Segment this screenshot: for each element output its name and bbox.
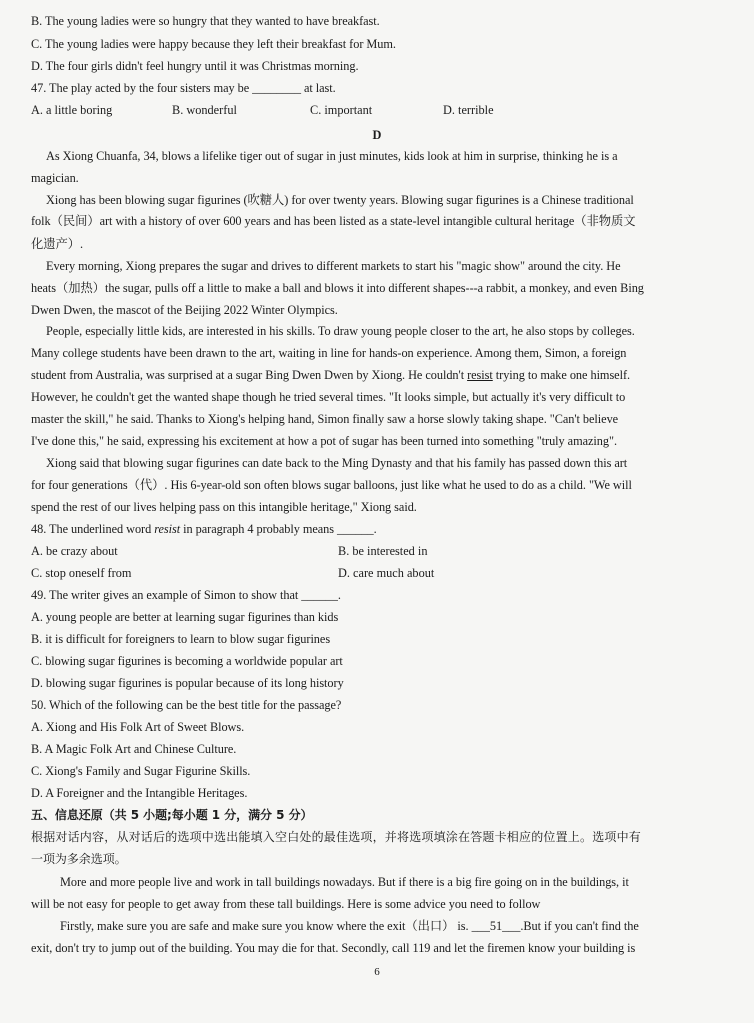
q46-option-c: C. The young ladies were happy because they left their breakfast for Mum. [31, 37, 396, 51]
passage-p4-line4: However, he couldn't get the wanted shape though he tried several times. "It looks simple, but actually it's very difficult to [31, 390, 626, 404]
q49-stem: 49. The writer gives an example of Simon to show that ______. [31, 588, 341, 602]
passage-p4-line6: I've done this," he said, expressing his excitement at how a pot of sugar has been turned into something "truly amazing". [31, 434, 617, 448]
page-number: 6 [374, 966, 380, 978]
section5-p2-line2: exit, don't try to jump out of the building. You may die for that. Secondly, call 119 and let the firemen know your building is [31, 941, 636, 955]
section5-p1-line2: will be not easy for people to get away from these tall buildings. Here is some advice you need to follow [31, 897, 541, 911]
passage-p5-line2: for four generations（代）. His 6-year-old son often blows sugar balloons, just like what he used to do as a child. "We will [31, 478, 632, 492]
q50-option-b: B. A Magic Folk Art and Chinese Culture. [31, 742, 237, 756]
passage-p4-line5: master the skill," he said. Thanks to Xiong's helping hand, Simon finally saw a horse slowly taking shape. "Can't believe [31, 412, 619, 426]
q49-option-d: D. blowing sugar figurines is popular because of its long history [31, 676, 344, 690]
q50-stem: 50. Which of the following can be the best title for the passage? [31, 698, 342, 712]
q46-option-d: D. The four girls didn't feel hungry until it was Christmas morning. [31, 59, 359, 73]
q49-option-a: A. young people are better at learning sugar figurines than kids [31, 610, 339, 624]
passage-p4-line2: Many college students have been drawn to the art, waiting in line for hands-on experience. Among them, Simon, a foreign [31, 346, 627, 360]
q47-option-a: A. a little boring [31, 103, 113, 117]
passage-p2-line1: Xiong has been blowing sugar figurines (吹糖人) for over twenty years. Blowing sugar figurines is a Chinese traditional [46, 193, 634, 207]
passage-p4-line3-tail: trying to make one himself. [495, 368, 631, 382]
q47-option-d: D. terrible [443, 103, 494, 117]
passage-p2-line3: 化遗产）. [31, 237, 84, 251]
passage-p5-line3: spend the rest of our lives helping pass on this intangible heritage," Xiong said. [31, 500, 417, 514]
q50-option-a: A. Xiong and His Folk Art of Sweet Blows. [31, 720, 245, 734]
section5-p2-line1: Firstly, make sure you are safe and make sure you know where the exit（出口） is. ___51___.But if you can't find the [60, 919, 639, 933]
q47-option-b: B. wonderful [172, 103, 237, 117]
q48-stem [31, 521, 377, 537]
section-heading-d: D [372, 128, 382, 142]
q48-option-b: B. be interested in [338, 544, 428, 558]
q48-option-c: C. stop oneself from [31, 566, 132, 580]
q48-stem-b: in paragraph 4 probably means ______. [183, 522, 377, 536]
q46-option-b: B. The young ladies were so hungry that they wanted to have breakfast. [31, 14, 380, 28]
passage-p4-line3-text: student from Australia, was surprised at a sugar Bing Dwen Dwen by Xiong. He couldn't [31, 368, 465, 382]
q50-option-c: C. Xiong's Family and Sugar Figurine Skills. [31, 764, 251, 778]
q47-stem: 47. The play acted by the four sisters may be ________ at last. [31, 81, 336, 95]
q48-stem-a: 48. The underlined word [31, 522, 152, 536]
passage-p3-line1: Every morning, Xiong prepares the sugar and drives to different markets to start his "magic show" around the city. He [46, 259, 621, 273]
section5-p1-line1: More and more people live and work in tall buildings nowadays. But if there is a big fire going on in the buildings, it [60, 875, 629, 889]
section5-instructions-line2: 一项为多余选项。 [31, 852, 127, 866]
section5-instructions-line1: 根据对话内容，从对话后的选项中选出能填入空白处的最佳选项，并将选项填涂在答题卡相应的位置上。选项中有 [31, 830, 642, 844]
q47-option-c: C. important [310, 103, 373, 117]
q49-option-c: C. blowing sugar figurines is becoming a worldwide popular art [31, 654, 343, 668]
passage-p4-line1: People, especially little kids, are interested in his skills. To draw young people closer to the art, he also stops by colleges. [46, 324, 635, 338]
passage-p3-line2: heats（加热）the sugar, pulls off a little to make a ball and blows it into different shapes---a rabbit, a monkey, and even Bing [31, 281, 644, 295]
section5-heading: 五、信息还原（共 5 小题;每小题 1 分，满分 5 分） [31, 808, 313, 822]
passage-p1-line1: As Xiong Chuanfa, 34, blows a lifelike tiger out of sugar in just minutes, kids look at him in surprise, thinking he is a [46, 149, 618, 163]
q49-option-b: B. it is difficult for foreigners to learn to blow sugar figurines [31, 632, 331, 646]
q50-option-d: D. A Foreigner and the Intangible Heritages. [31, 786, 248, 800]
passage-p3-line3: Dwen Dwen, the mascot of the Beijing 2022 Winter Olympics. [31, 303, 338, 317]
underlined-word-resist: resist [467, 368, 493, 382]
q48-stem-word: resist [154, 522, 181, 536]
passage-p4-line3 [31, 367, 630, 383]
q48-option-d: D. care much about [338, 566, 435, 580]
passage-p2-line2: folk（民间）art with a history of over 600 years and has been listed as a state-level intangible cultural heritage（非物质文 [31, 214, 636, 228]
q48-option-a: A. be crazy about [31, 544, 118, 558]
passage-p1-line2: magician. [31, 171, 79, 185]
passage-p5-line1: Xiong said that blowing sugar figurines can date back to the Ming Dynasty and that his family has passed down this art [46, 456, 628, 470]
